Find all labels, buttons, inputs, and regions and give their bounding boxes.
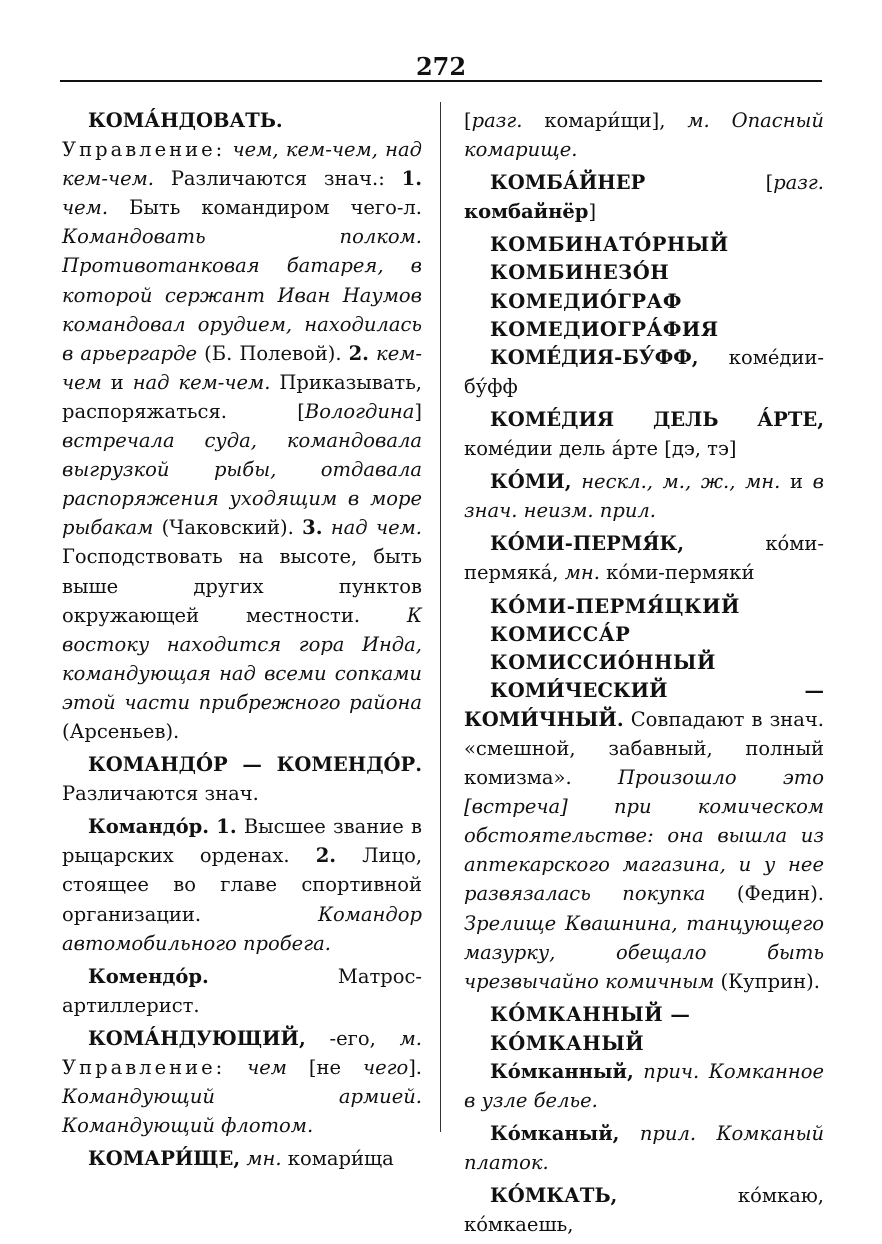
headword: КО́МИ, <box>490 470 572 494</box>
headword: КОМАНДО́Р — КОМЕНДО́Р. <box>88 753 422 777</box>
entry-komi <box>464 467 824 525</box>
text: Различаются знач.: <box>170 167 385 191</box>
text: ко́ми-пермяка́, <box>464 532 824 585</box>
government: над кем-чем. <box>132 370 271 394</box>
sense-number: 3. <box>302 516 323 540</box>
grammar-label: мн. <box>564 561 600 585</box>
page-number: 272 <box>415 52 467 81</box>
text: ]. <box>408 1056 423 1079</box>
entry-komkanyy-def <box>464 1119 824 1177</box>
headword-komediografiya: КОМЕДИОГРА́ФИЯ <box>490 317 719 341</box>
header-rule <box>60 80 822 82</box>
government: чем. <box>62 196 109 220</box>
variant: комбайнёр <box>464 200 589 224</box>
government: кем-чем <box>62 341 422 394</box>
entry-komandor <box>62 750 422 808</box>
grammar-label: м. <box>687 109 710 132</box>
text: Быть командиром чего-л. <box>129 196 423 220</box>
text: комари́ща <box>287 1147 394 1171</box>
sense-number: 2. <box>315 844 337 868</box>
column-divider <box>440 102 441 1132</box>
headword: КОМЕ́ДИЯ ДЕЛЬ А́РТЕ, <box>490 407 824 431</box>
headword: КО́МИ-ПЕРМЯ́К, <box>490 532 685 556</box>
text: ко́ми-пермяки́ <box>606 561 755 585</box>
left-column <box>62 106 422 1177</box>
headword: КОМЕ́ДИЯ-БУ́ФФ, <box>490 345 699 369</box>
text: Приказывать, распоряжаться. [ <box>62 370 423 423</box>
example: Произошло это [встреча] при комическом обстоятельстве: она вышла из аптекарского магазина, и у нее развязалась покупка <box>464 766 824 906</box>
text: ] <box>414 399 422 423</box>
source: (Арсеньев). <box>62 719 180 743</box>
headword: Ко́мканный, <box>490 1060 634 1083</box>
entry-komediya-arte <box>464 405 824 463</box>
text: коме́дии-бу́фф <box>464 345 824 398</box>
example: Командующий армией. Командующий флотом. <box>62 1085 422 1138</box>
headword-komissar: КОМИССА́Р <box>490 622 631 646</box>
headword: Ко́мканый, <box>490 1122 620 1146</box>
headword: КОМА́НДУЮЩИЙ, <box>88 1026 306 1050</box>
source: (Чаковский). <box>161 516 294 540</box>
government: чем, кем-чем, над кем-чем. <box>62 138 422 191</box>
grammar-label: прил. <box>639 1122 697 1146</box>
grammar-label: мн. <box>246 1147 282 1171</box>
example: Опасный комарище. <box>464 109 824 162</box>
example: Вологдина <box>304 399 415 423</box>
headword-komediograf: КОМЕДИО́ГРАФ <box>490 289 682 313</box>
text: Господствовать на высоте, быть выше других пунктов окружающей местности. <box>62 545 422 627</box>
source: (Б. Полевой). <box>204 341 342 365</box>
example: Командор автомобильного пробега. <box>62 902 422 955</box>
example: встречала суда, командовала выгрузкой рыбы, отдавала распоряжения уходящим в море рыбакам <box>62 429 422 540</box>
headword-komissionnyy: КОМИССИО́ННЫЙ <box>490 650 716 674</box>
headword-komi-permyatskiy: КО́МИ-ПЕРМЯ́ЦКИЙ <box>490 594 740 618</box>
entry-komicheskiy <box>464 676 824 996</box>
headword: Комендо́р. <box>88 964 209 988</box>
entry-komediya-buff <box>464 343 824 401</box>
entry-komarishche <box>62 1144 422 1173</box>
entry-komkat <box>464 1181 824 1239</box>
right-column <box>464 106 824 1244</box>
source: (Федин). <box>736 882 824 906</box>
headword-komkannyy: КО́МКАННЫЙ — КО́МКАНЫЙ <box>490 1002 691 1055</box>
usage-label: Управление: <box>62 1056 226 1079</box>
text: -его, <box>329 1026 376 1050</box>
text: Различаются знач. <box>62 782 259 806</box>
text: коме́дии дель а́рте [дэ, тэ] <box>464 437 737 461</box>
grammar-label: нескл., м., ж., мн. <box>581 470 781 494</box>
headword: КОМА́НДОВАТЬ. <box>88 109 283 132</box>
example: К востоку находится гора Инда, командующая над всеми сопками этой части прибрежного района <box>62 603 422 714</box>
grammar-label: в знач. неизм. прил. <box>464 470 825 523</box>
grammar-label: м. <box>399 1026 422 1050</box>
example: Комканый платок. <box>464 1122 825 1175</box>
usage-label: Управление: <box>62 138 226 162</box>
text: и <box>110 370 124 394</box>
entry-komandor-def <box>62 812 422 957</box>
sense-number: 2. <box>348 341 369 365</box>
headword: КОМИ́ЧЕСКИЙ — КОМИ́ЧНЫЙ. <box>464 678 824 731</box>
government: над чем. <box>330 516 422 540</box>
text: комари́щи], <box>544 109 666 132</box>
government: чем <box>247 1056 287 1079</box>
text: Лицо, стоящее во главе спортивной организации. <box>62 844 423 926</box>
text: Матрос-артиллерист. <box>62 964 422 1017</box>
headword-kombinatornyy: КОМБИНАТО́РНЫЙ <box>490 233 729 257</box>
sense-number: 1. <box>401 167 423 191</box>
text: [ <box>464 109 472 132</box>
headword: КО́МКАТЬ, <box>490 1184 618 1208</box>
entry-komandovat <box>62 106 422 746</box>
headword: Командо́р. <box>88 815 210 839</box>
text: [не <box>308 1056 342 1079</box>
entry-kombayner <box>464 168 824 226</box>
headword: КОМАРИ́ЩЕ, <box>88 1147 241 1171</box>
text: Высшее звание в рыцарских орденах. <box>62 815 422 868</box>
text: ] <box>588 200 597 224</box>
example: Зрелище Квашнина, танцующего мазурку, обещало быть чрезвычайно комичным <box>464 911 824 993</box>
headword-kombinezon: КОМБИНЕЗО́Н <box>490 261 670 285</box>
government: чего <box>362 1056 409 1079</box>
entry-komendor-def <box>62 962 422 1020</box>
example: Командовать полком. Противотанковая батарея, в которой сержант Иван Наумов командовал орудием, находилась в арьергарде <box>62 225 422 365</box>
text: ко́мкаю, ко́мкаешь, <box>464 1184 824 1237</box>
text: Совпадают в знач. «смешной, забавный, полный комизма». <box>464 707 824 790</box>
source: (Куприн). <box>720 969 820 993</box>
entry-komanduyushchiy <box>62 1024 422 1140</box>
text: [ <box>765 171 774 195</box>
headword: КОМБА́ЙНЕР <box>490 171 646 195</box>
grammar-label: прич. <box>643 1060 700 1083</box>
entry-komarishche-cont <box>464 106 824 164</box>
entry-komkannyy-def <box>464 1057 824 1115</box>
entry-komi-permyak <box>464 529 824 587</box>
example: Комканное в узле белье. <box>464 1060 824 1113</box>
style-label: разг. <box>773 171 824 195</box>
text: и <box>789 470 803 494</box>
sense-number: 1. <box>216 815 237 839</box>
style-label: разг. <box>471 109 523 132</box>
